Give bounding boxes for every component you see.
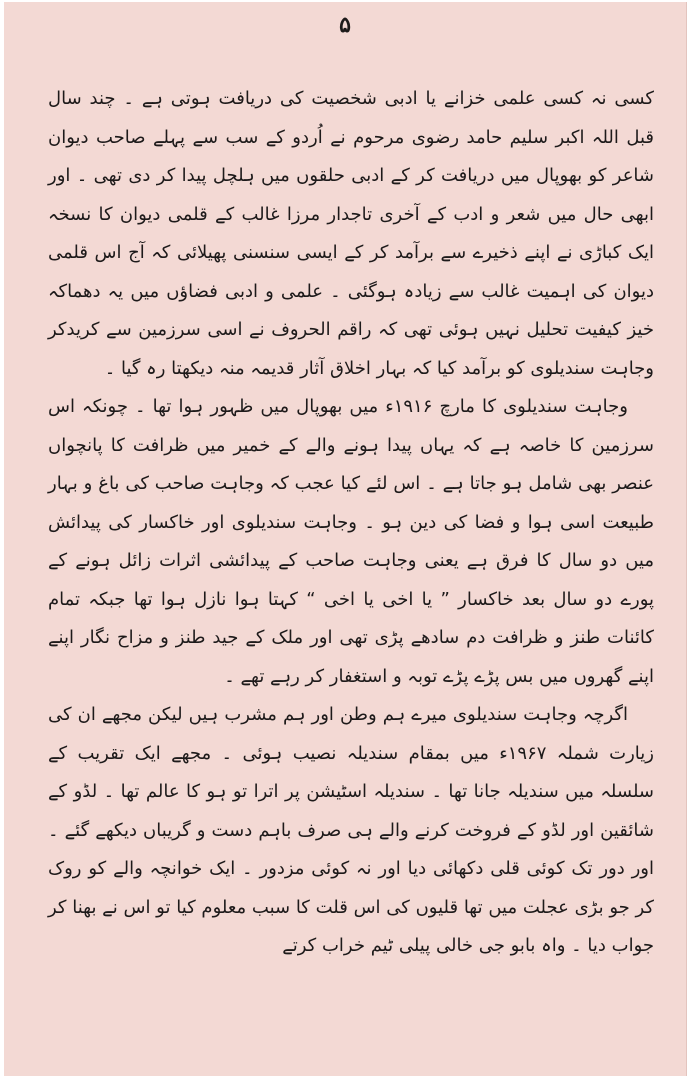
page-body-text [48,80,654,966]
book-page [4,2,687,1076]
paragraph-3: اگرچہ وجاہت سندیلوی میرے ہم وطن اور ہم مشرب ہیں لیکن مجھے ان کی زیارت شملہ ۱۹۶۷ء میں بمقام سندیلہ نصیب ہوئی ۔ مجھے ایک تقریب کے سلسلہ میں سندیلہ جانا تھا ۔ سندیلہ اسٹیشن پر اترا تو ہو کا عالم تھا ۔ لڈو کے شائقین اور لڈو کے فروخت کرنے والے ہی صرف باہم دست و گریباں دیکھے گئے ۔ اور دور تک کوئی قلی دکھائی دیا اور نہ کوئی مزدور ۔ ایک خوانچہ والے کو روک کر جو بڑی عجلت میں تھا قلیوں کی اس قلت کا سبب معلوم کیا تو اس نے بھنا کر جواب دیا ۔ واہ بابو جی خالی پیلی ٹیم خراب کرتے [48,704,654,956]
page-number: ۵ [339,12,351,38]
paragraph-2: وجاہت سندیلوی کا مارچ ۱۹۱۶ء میں بھوپال میں ظہور ہوا تھا ۔ چونکہ اس سرزمین کا خاصہ ہے کہ یہاں پیدا ہونے والے کے خمیر میں ظرافت کا پانچواں عنصر بھی شامل ہو جاتا ہے ۔ اس لئے کیا عجب کہ وجاہت صاحب کی باغ و بہار طبیعت اسی ہوا و فضا کی دین ہو ۔ وجاہت سندیلوی اور خاکسار کی پیدائش میں دو سال کا فرق ہے یعنی وجاہت صاحب کے پیدائشی اثرات زائل ہونے کے پورے دو سال بعد خاکسار ” یا اخی یا اخی “ کہتا ہوا نازل ہوا تھا جبکہ تمام کائنات طنز و ظرافت دم سادھے پڑی تھی اور ملک کے جید طنز و مزاح نگار اپنے اپنے گھروں میں بس پڑے پڑے توبہ و استغفار کر رہے تھے ۔ [48,396,654,687]
paragraph-1: کسی نہ کسی علمی خزانے یا ادبی شخصیت کی دریافت ہوتی ہے ۔ چند سال قبل اللہ اکبر سلیم حامد رضوی مرحوم نے اُردو کے سب سے پہلے صاحب دیوان شاعر کو بھوپال میں دریافت کر کے ادبی حلقوں میں ہلچل پیدا کر دی تھی ۔ اور ابھی حال میں شعر و ادب کے آخری تاجدار مرزا غالب کے قلمی دیوان کا نسخہ ایک کباڑی نے اپنے ذخیرے سے برآمد کر کے ایسی سنسنی پھیلائی کہ آج اس قلمی دیوان کی اہمیت غالب سے زیادہ ہوگئی ۔ علمی و ادبی فضاؤں میں یہ دھماکہ خیز کیفیت تحلیل نہیں ہوئی تھی کہ راقم الحروف نے اسی سرزمین سے کریدکر وجاہت سندیلوی کو برآمد کیا کہ بہار اخلاق آثار قدیمہ منہ دیکھتا رہ گیا ۔ [48,88,654,379]
